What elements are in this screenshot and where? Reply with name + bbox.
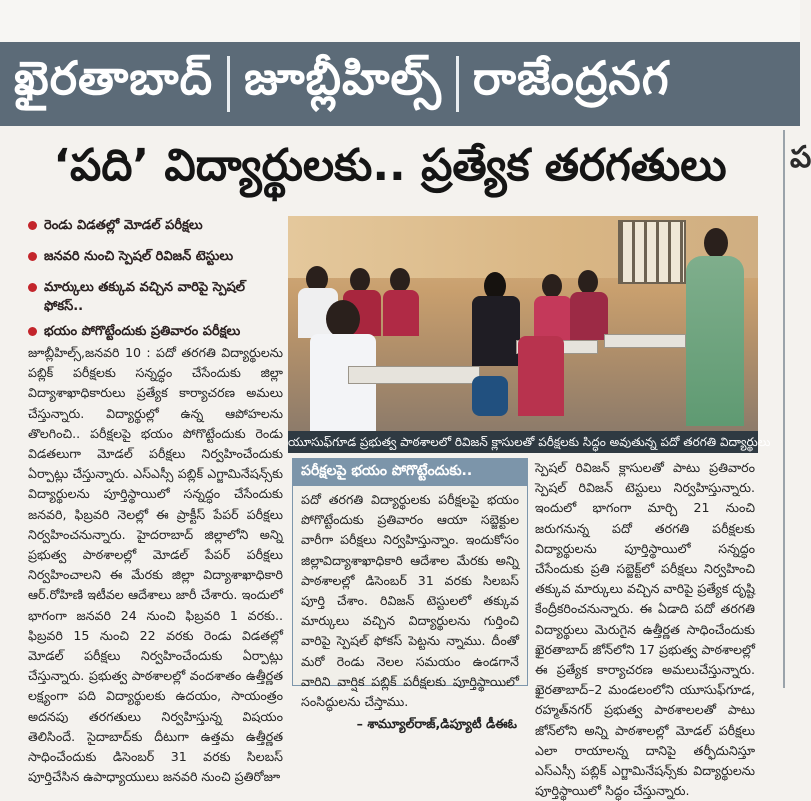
- highlight-bullet: రెండు విడతల్లో మోడల్ పరీక్షలు: [28, 216, 283, 235]
- photo-student: [472, 296, 520, 366]
- photo-student: [570, 292, 608, 340]
- photo-caption: యూసుఫ్‌గూడ ప్రభుత్వ పాఠశాలలో రివిజన్ క్లాసులతో పరీక్షలకు సిద్ధం అవుతున్న పదో తరగతి విద్యార్థులు: [288, 431, 758, 453]
- photo-teacher: [686, 256, 744, 426]
- photo-student: [542, 274, 562, 298]
- photo-student: [383, 290, 419, 336]
- photo-bag: [472, 376, 508, 416]
- area-banner: [0, 42, 800, 126]
- highlight-bullets: [28, 216, 283, 353]
- column-divider: [783, 130, 785, 688]
- article-headline: ‘పది’ విద్యార్థులకు.. ప్రత్యేక తరగతులు: [53, 140, 727, 191]
- photo-student: [390, 268, 410, 292]
- highlight-bullet: జనవరి నుంచి స్పెషల్ రివిజన్ టెస్టులు: [28, 247, 283, 266]
- highlight-bullet: మార్కులు తక్కువ వచ్చిన వారిపై స్పెషల్ ఫోకస్..: [28, 278, 283, 316]
- quote-box-title: పరీక్షలపై భయం పోగొట్టేందుకు..: [293, 459, 527, 486]
- classroom-photo: [288, 216, 758, 431]
- next-article-edge: ప: [790, 140, 811, 175]
- photo-student: [578, 270, 598, 294]
- article-body-column-1: జూబ్లీహిల్స్,జనవరి 10 : పదో తరగతి విద్యార్థులను పబ్లిక్ పరీక్షలకు సన్నద్ధం చేసేందుకు జిల్లా విద్యాశాఖాధికారులు ప్రత్యేక కార్యాచరణ అమలు చేస్తున్నారు. విద్యార్థుల్లో ఉన్న ఆపోహలను తొలగించి.. పరీక్షలపై భయం పోగొట్టేందుకు రెండు విడతలుగా మోడల్ పరీక్షలు నిర్వహించేందుకు ఏర్పాట్లు చేస్తున్నారు. ఎస్ఎస్సీ పబ్లిక్ ఎగ్జామినేషన్స్‌కు విద్యార్థులను పూర్తిస్థాయిలో సన్నద్ధం చేసేందుకు జనవరి, ఫిబ్రవరి నెలల్లో ఈ ప్రాక్టీస్ పేపర్ పరీక్షలు నిర్వహించనున్నారు. హైదరాబాద్ జిల్లాలోని అన్ని ప్రభుత్వ పాఠశాలల్లో మోడల్ పేపర్ పరీక్షలు నిర్వహించాలని ఈ మేరకు జిల్లా విద్యాశాఖాధికారి ఆర్.రోహిణి ఇటీవల ఆదేశాలు జారీ చేశారు. ఇందులో భాగంగా జనవరి 24 నుంచి ఫిబ్రవరి 1 వరకు.. ఫిబ్రవరి 15 నుంచి 22 వరకు రెండు విడతల్లో మోడల్ పరీక్షలు నిర్వహించేందుకు ఏర్పాట్లు చేస్తున్నారు. ప్రభుత్వ పాఠశాలల్లో వందశాతం ఉత్తీర్ణత లక్ష్యంగా పది విద్యార్థులకు ఉదయం, సాయంత్రం అదనపు తరగతులు నిర్వహిస్తున్న విషయం తెలిసిందే. సైదాబాద్‌కు దీటుగా ఉత్తమ ఉత్తీర్ణత సాధించేందుకు డిసెంబర్ 31 వరకు సిలబస్ పూర్తిచేసిన ఉపాధ్యాయులు జనవరి నుంచి ప్రతిరోజూ: [28, 345, 283, 785]
- photo-student: [518, 336, 564, 416]
- banner-area-khairatabad: ఖైరతాబాద్: [14, 51, 214, 105]
- photo-student: [326, 300, 360, 338]
- quote-box: [292, 458, 528, 732]
- page-top-margin: [0, 0, 800, 42]
- photo-desk: [604, 334, 686, 348]
- quote-box-signature: – శామ్యూల్‌రాజ్,డిప్యూటీ డీఈఓ: [356, 716, 517, 732]
- banner-area-jubilee-hills: జూబ్లీహిల్స్: [244, 51, 442, 105]
- photo-desk: [348, 366, 480, 384]
- photo-teacher: [704, 228, 728, 258]
- article-body-column-3: స్పెషల్ రివిజన్ క్లాసులతో పాటు ప్రతివారం స్పెషల్ రివిజన్ టెస్టులు నిర్వహిస్తున్నారు. ఇందులో భాగంగా మార్చి 21 నుంచి జరుగనున్న పదో తరగతి పరీక్షలకు విద్యార్థులను పూర్తిస్థాయిలో సన్నద్ధం చేసేందుకు ప్రతి సబ్జెక్ట్‌లో పరీక్షలు నిర్వహించి తక్కువ మార్కులు వచ్చిన వారిపై ప్రత్యేక దృష్టి కేంద్రీకరించనున్నారు. ఈ ఏడాది పదో తరగతి విద్యార్థులు మెరుగైన ఉత్తీర్ణత సాధించేందుకు ఖైరతాబాద్ జోన్‌లోని 17 ప్రభుత్వ పాఠశాలల్లో ఈ ప్రత్యేక కార్యాచరణ అమలుచేస్తున్నారు. ఖైరతాబాద్–2 మండలంలోని యూసుఫ్‌గూడ, రహ్మత్‌నగర్ ప్రభుత్వ పాఠశాలలతో పాటు జోన్‌లోని అన్ని పాఠశాలల్లో మోడల్ పరీక్షలు ఎలా రాయాలన్న దానిపై తర్ఫీదునిస్తూ ఎస్ఎస్సీ పబ్లిక్ ఎగ్జామినేషన్స్‌కు విద్యార్థులను పూర్తిస్థాయిలో సిద్ధం చేస్తున్నారు.: [535, 460, 755, 799]
- photo-student: [350, 268, 370, 292]
- highlight-bullet: భయం పోగొట్టేందుకు ప్రతివారం పరీక్షలు: [28, 322, 283, 341]
- photo-window: [618, 220, 686, 284]
- quote-box-body: పదో తరగతి విద్యార్థులకు పరీక్షలపై భయం పోగొట్టేందుకు ప్రతివారం ఆయా సబ్జెక్టుల వారీగా పరీక్షలు నిర్వహిస్తున్నాం. ఇందుకోసం జిల్లావిద్యాశాఖాధికారి ఆదేశాల మేరకు అన్ని పాఠశాలల్లో డిసెంబర్ 31 వరకు సిలబస్ పూర్తి చేశాం. రివిజన్ టెస్టులలో తక్కువ మార్కులు వచ్చిన విద్యార్థులను గుర్తించి వారిపై స్పెషల్ ఫోకస్ పెట్టను న్నాము. దీంతో మరో రెండు నెలల సమయం ఉండగానే వారిని వార్షిక పబ్లిక్ పరీక్షలకు పూర్తిస్థాయిలో సంసిద్ధులను చేస్తాము.: [301, 492, 519, 710]
- banner-area-rajendranagar: రాజేంద్రనగ: [472, 51, 670, 105]
